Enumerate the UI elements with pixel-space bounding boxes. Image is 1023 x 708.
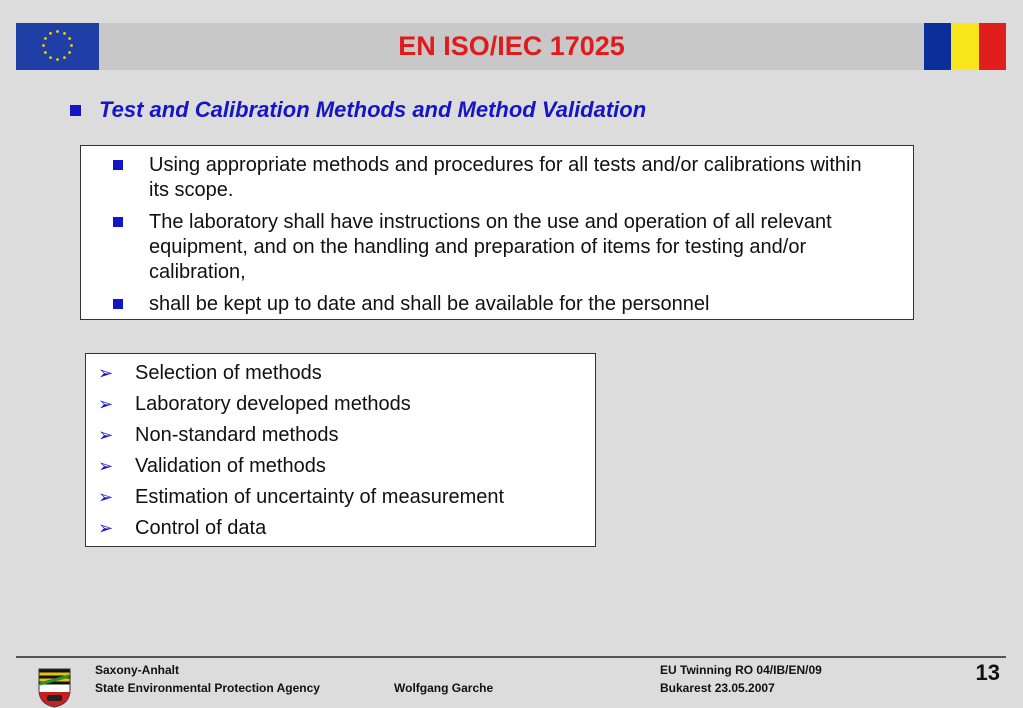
eu-flag-icon bbox=[16, 23, 99, 70]
footer-author: Wolfgang Garche bbox=[394, 681, 494, 695]
square-bullet-icon bbox=[113, 217, 123, 227]
square-bullet-icon bbox=[113, 160, 123, 170]
page-title: EN ISO/IEC 17025 bbox=[398, 31, 625, 61]
list-item bbox=[81, 292, 913, 317]
methods-list bbox=[86, 354, 595, 544]
saxony-anhalt-coat-of-arms-icon bbox=[38, 668, 71, 708]
section-heading-text: Test and Calibration Methods and Method Validation bbox=[99, 97, 647, 122]
arrow-bullet-icon: ➢ bbox=[98, 425, 114, 445]
section-heading bbox=[68, 95, 646, 125]
footer-project-line1: EU Twinning RO 04/IB/EN/09 bbox=[660, 663, 822, 677]
arrow-bullet-icon: ➢ bbox=[98, 394, 114, 414]
list-item bbox=[86, 482, 595, 513]
list-item bbox=[86, 451, 595, 482]
footer-project-line2: Bukarest 23.05.2007 bbox=[660, 681, 775, 695]
eu-stars-icon bbox=[16, 23, 99, 70]
list-item bbox=[81, 210, 913, 285]
list-item bbox=[86, 513, 595, 544]
romania-flag-icon bbox=[924, 23, 1006, 70]
list-item-text: Control of data bbox=[135, 517, 267, 539]
list-item bbox=[86, 420, 595, 451]
square-bullet-icon bbox=[113, 299, 123, 309]
flag-stripe-red bbox=[979, 23, 1006, 70]
list-item-text: Non-standard methods bbox=[135, 424, 339, 446]
list-item-text: Estimation of uncertainty of measurement bbox=[135, 486, 505, 508]
footer-org-line2: State Environmental Protection Agency bbox=[95, 681, 320, 695]
flag-stripe-yellow bbox=[951, 23, 978, 70]
methods-box bbox=[85, 353, 596, 547]
arrow-bullet-icon: ➢ bbox=[98, 487, 114, 507]
list-item-text: The laboratory shall have instructions on the use and operation of all relevant equipment, and on the handling and preparation of items for testing and/or calibration, bbox=[149, 211, 832, 283]
page-number: 13 bbox=[975, 660, 1000, 685]
list-item-text: Using appropriate methods and procedures for all tests and/or calibrations within its scope. bbox=[149, 154, 862, 201]
footer-divider bbox=[16, 656, 1006, 658]
list-item bbox=[81, 153, 913, 203]
square-bullet-icon bbox=[70, 105, 81, 116]
requirements-box bbox=[80, 145, 914, 320]
arrow-bullet-icon: ➢ bbox=[98, 363, 114, 383]
arrow-bullet-icon: ➢ bbox=[98, 518, 114, 538]
list-item-text: shall be kept up to date and shall be available for the personnel bbox=[149, 293, 710, 315]
list-item bbox=[86, 389, 595, 420]
list-item bbox=[86, 358, 595, 389]
list-item-text: Validation of methods bbox=[135, 455, 326, 477]
flag-stripe-blue bbox=[924, 23, 951, 70]
list-item-text: Selection of methods bbox=[135, 362, 322, 384]
footer-org-line1: Saxony-Anhalt bbox=[95, 663, 180, 677]
requirements-list bbox=[81, 146, 913, 317]
arrow-bullet-icon: ➢ bbox=[98, 456, 114, 476]
list-item-text: Laboratory developed methods bbox=[135, 393, 411, 415]
